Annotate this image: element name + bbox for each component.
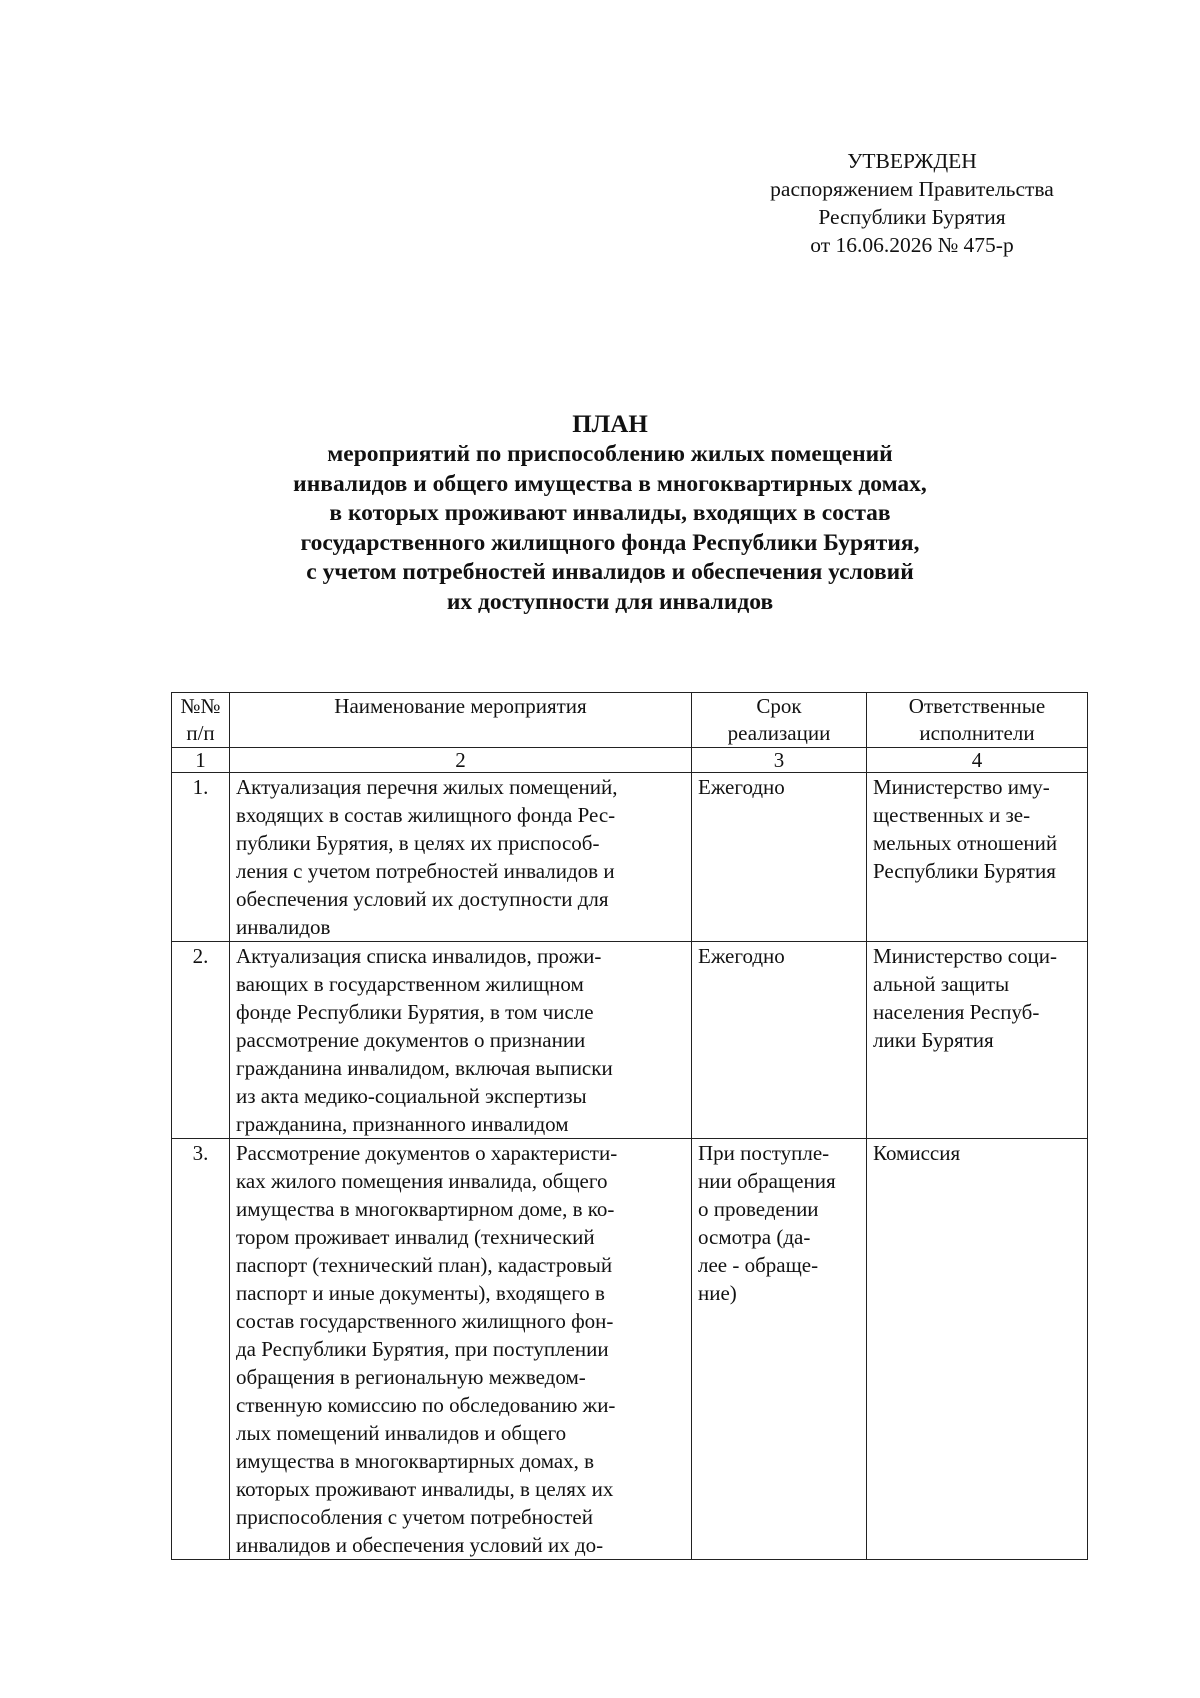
- header-row: [172, 693, 1088, 748]
- event-name-line: паспорт (технический план), кадастровый: [236, 1253, 613, 1277]
- implementation-term-line: Ежегодно: [698, 944, 785, 968]
- title-line-5: с учетом потребностей инвалидов и обеспечения условий: [306, 559, 914, 585]
- event-name-line: ственную комиссию по обследованию жи-: [236, 1393, 616, 1417]
- implementation-term-line: При поступле-: [698, 1141, 830, 1165]
- title-line-3: в которых проживают инвалиды, входящих в состав: [329, 500, 891, 526]
- column-index-2: 2: [230, 748, 692, 773]
- row-number: 2.: [172, 942, 230, 1139]
- event-name: [230, 1139, 692, 1560]
- header-term-line-2: реализации: [727, 721, 831, 745]
- event-name-line: ках жилого помещения инвалида, общего: [236, 1169, 608, 1193]
- event-name-line: паспорт и иные документы), входящего в: [236, 1281, 605, 1305]
- event-name-line: состав государственного жилищного фон-: [236, 1309, 614, 1333]
- event-name: [230, 773, 692, 942]
- column-index-4: 4: [867, 748, 1088, 773]
- header-num: [172, 693, 230, 748]
- event-name-line: инвалидов: [236, 915, 331, 939]
- event-name-line: гражданина инвалидом, включая выписки: [236, 1056, 613, 1080]
- event-name-line: Актуализация перечня жилых помещений,: [236, 775, 618, 799]
- implementation-term-line: осмотра (да-: [698, 1225, 811, 1249]
- event-name-line: инвалидов и обеспечения условий их до-: [236, 1533, 604, 1557]
- event-name-line: фонде Республики Бурятия, в том числе: [236, 1000, 594, 1024]
- responsible-executors-line: Республики Бурятия: [873, 859, 1056, 883]
- event-name-line: входящих в состав жилищного фонда Рес-: [236, 803, 616, 827]
- document-title: [140, 410, 1080, 617]
- approval-date-number: от 16.06.2026 № 475-р: [810, 233, 1014, 257]
- implementation-term-line: о проведении: [698, 1197, 819, 1221]
- event-name-line: обращения в региональную межведом-: [236, 1365, 586, 1389]
- title-line-2: инвалидов и общего имущества в многоквартирных домах,: [293, 470, 927, 497]
- event-name-line: тором проживает инвалид (технический: [236, 1225, 595, 1249]
- column-index-3: 3: [692, 748, 867, 773]
- responsible-executors-line: мельных отношений: [873, 831, 1058, 855]
- title-line-4: государственного жилищного фонда Республики Бурятия,: [300, 529, 920, 556]
- title-line-1: мероприятий по приспособлению жилых помещений: [327, 441, 893, 467]
- event-name: [230, 942, 692, 1139]
- plan-table: [171, 692, 1088, 1560]
- event-name-line: приспособления с учетом потребностей: [236, 1505, 593, 1529]
- event-name-line: имущества в многоквартирных домах, в: [236, 1449, 595, 1473]
- event-name-line: лых помещений инвалидов и общего: [236, 1421, 567, 1445]
- approval-status: УТВЕРЖДЕН: [847, 149, 977, 173]
- header-exec-line-2: исполнители: [919, 721, 1035, 745]
- table-header: [172, 693, 1088, 773]
- header-exec: [867, 693, 1088, 748]
- implementation-term: [692, 942, 867, 1139]
- responsible-executors-line: Министерство иму-: [873, 775, 1050, 799]
- event-name-line: ления с учетом потребностей инвалидов и: [236, 859, 615, 883]
- title-line-6: их доступности для инвалидов: [446, 588, 774, 615]
- event-name-line: обеспечения условий их доступности для: [236, 887, 609, 911]
- plan-heading: ПЛАН: [572, 411, 648, 438]
- approval-block: [742, 147, 1082, 259]
- responsible-executors-line: альной защиты: [873, 972, 1010, 996]
- responsible-executors-line: лики Бурятия: [873, 1028, 994, 1052]
- row-number: 3.: [172, 1139, 230, 1560]
- header-term-line-1: Срок: [756, 694, 802, 718]
- event-name-line: да Республики Бурятия, при поступлении: [236, 1337, 609, 1361]
- implementation-term-line: нии обращения: [698, 1169, 836, 1193]
- implementation-term-line: ние): [698, 1281, 737, 1305]
- responsible-executors-line: щественных и зе-: [873, 803, 1031, 827]
- responsible-executors-line: Комиссия: [873, 1141, 961, 1165]
- responsible-executors-line: населения Респуб-: [873, 1000, 1040, 1024]
- column-index-row: [172, 748, 1088, 773]
- header-term: [692, 693, 867, 748]
- header-exec-line-1: Ответственные: [908, 694, 1046, 718]
- table-body: [172, 773, 1088, 1560]
- event-name-line: Рассмотрение документов о характеристи-: [236, 1141, 618, 1165]
- header-name: [230, 693, 692, 748]
- responsible-executors: [867, 942, 1088, 1139]
- event-name-line: которых проживают инвалиды, в целях их: [236, 1477, 614, 1501]
- event-name-line: публики Бурятия, в целях их приспособ-: [236, 831, 600, 855]
- implementation-term: [692, 773, 867, 942]
- approval-line-1: распоряжением Правительства: [770, 177, 1054, 201]
- responsible-executors: [867, 1139, 1088, 1560]
- table-row: [172, 773, 1088, 942]
- table-row: [172, 1139, 1088, 1560]
- responsible-executors-line: Министерство соци-: [873, 944, 1058, 968]
- implementation-term-line: лее - обраще-: [698, 1253, 819, 1277]
- column-index-1: 1: [172, 748, 230, 773]
- header-name-line-1: Наименование мероприятия: [334, 694, 587, 718]
- responsible-executors: [867, 773, 1088, 942]
- implementation-term-line: Ежегодно: [698, 775, 785, 799]
- implementation-term: [692, 1139, 867, 1560]
- row-number: 1.: [172, 773, 230, 942]
- header-num-line-2: п/п: [186, 721, 215, 745]
- event-name-line: гражданина, признанного инвалидом: [236, 1112, 569, 1136]
- event-name-line: из акта медико-социальной экспертизы: [236, 1084, 587, 1108]
- event-name-line: рассмотрение документов о признании: [236, 1028, 586, 1052]
- approval-line-2: Республики Бурятия: [818, 205, 1006, 229]
- event-name-line: вающих в государственном жилищном: [236, 972, 584, 996]
- table-row: [172, 942, 1088, 1139]
- event-name-line: Актуализация списка инвалидов, прожи-: [236, 944, 602, 968]
- header-num-line-1: №№: [180, 694, 221, 718]
- event-name-line: имущества в многоквартирном доме, в ко-: [236, 1197, 615, 1221]
